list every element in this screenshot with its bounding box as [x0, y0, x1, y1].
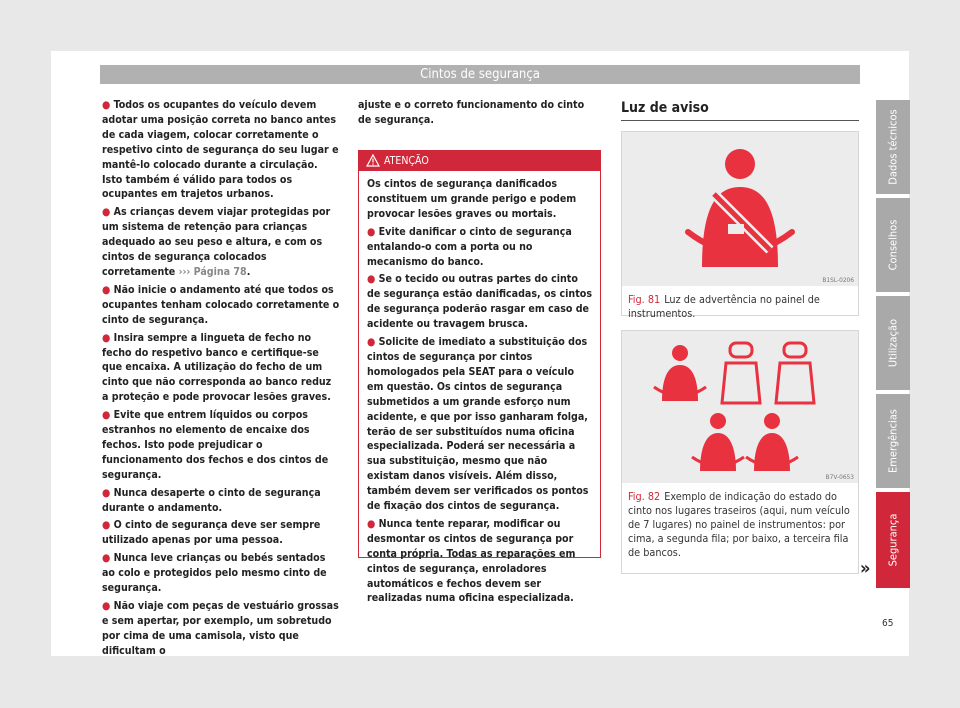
- warning-title: ATENÇÃO: [384, 155, 429, 167]
- list-item: ● Nunca leve crianças ou bebés sentados ao colo e protegidos pelo mesmo cinto de segurança.: [102, 552, 327, 595]
- figure-caption: Fig. 82 Exemplo de indicação do estado do cinto nos lugares traseiros (aqui, num veículo de 7 lugares) no painel de instrumentos: por cima, a segunda fila; por baixo, a terceira fila de bancos.: [628, 490, 850, 559]
- section-title: Luz de aviso: [621, 100, 709, 116]
- tab-dados-tecnicos[interactable]: Dados técnicos: [876, 100, 910, 194]
- tab-utilizacao[interactable]: Utilização: [876, 296, 910, 390]
- list-item: ● Não inicie o andamento até que todos os ocupantes tenham colocado corretamente o cinto de segurança.: [102, 283, 340, 326]
- list-item: ● Evite que entrem líquidos ou corpos estranhos no elemento de encaixe dos fechos. Isto pode prejudicar o funcionamento dos fechos e dos cintos de segurança.: [102, 409, 329, 481]
- list-item: ● Não viaje com peças de vestuário grossas e sem apertar, por exemplo, um sobretudo por cima de uma camisola, visto que dificultam o: [102, 600, 339, 657]
- list-item: ● Nunca tente reparar, modificar ou desmontar os cintos de segurança por conta própria. Todas as reparações em cintos de segurança, enroladores automáticos e fechos devem ser realizadas numa oficina especializada.: [367, 517, 576, 605]
- list-item: ● Solicite de imediato a substituição dos cintos de segurança por cintos homologados pela SEAT para o veículo em questão. Os cintos de segurança submetidos a um grande esforço num acidente, e que por isso ganharam folga, terão de ser substituídos numa oficina especializada. Poderá ser necessária a sua substituição, mesmo que não existam danos visíveis. Além disso, também devem ser verificados os pontos de fixação dos cintos de segurança.: [367, 336, 589, 513]
- list-item: ● Todos os ocupantes do veículo devem adotar uma posição correta no banco antes de cada viagem, colocar corretamente o respetivo cinto de segurança do seu lugar e mantê-lo colocado durante a circulação. Isto também é válido para todos os ocupantes em trajetos urbanos.: [102, 99, 339, 201]
- page-number: 65: [882, 618, 894, 629]
- seat-belt-status-icons: [622, 331, 858, 483]
- warning-triangle-icon: [366, 154, 380, 167]
- figure-caption: Fig. 81 Luz de advertência no painel de instrumentos.: [628, 293, 820, 320]
- list-item: ● Se o tecido ou outras partes do cinto de segurança estão danificadas, os cintos de segurança poderão rasgar em caso de acidente ou travagem brusca.: [367, 273, 592, 331]
- figure-code: B1SL-0206: [822, 276, 854, 284]
- column-2-continuation: ajuste e o correto funcionamento do cinto de segurança.: [358, 99, 585, 126]
- list-item: ● O cinto de segurança deve ser sempre utilizado apenas por uma pessoa.: [102, 519, 321, 547]
- figure-81: [621, 131, 859, 320]
- figure-82-image: [622, 331, 858, 483]
- figure-81-image: [622, 132, 858, 286]
- page-header: Cintos de segurança: [100, 65, 860, 84]
- figure-code: B7V-0653: [825, 473, 854, 481]
- section-divider: [621, 120, 859, 121]
- figure-82: [621, 330, 859, 574]
- warning-box: [358, 150, 601, 605]
- tab-emergencias[interactable]: Emergências: [876, 394, 910, 488]
- list-item: ● Evite danificar o cinto de segurança entalando-o com a porta ou no mecanismo do banco.: [367, 225, 572, 268]
- warning-header: [359, 151, 600, 171]
- seatbelt-warning-icon: [622, 132, 858, 286]
- continue-mark: »: [860, 558, 871, 579]
- belted-person-icon: [654, 345, 706, 401]
- page-link[interactable]: ››› Página 78: [178, 265, 247, 278]
- column-1: [102, 98, 340, 662]
- tab-conselhos[interactable]: Conselhos: [876, 198, 910, 292]
- list-item: ● As crianças devem viajar protegidas por um sistema de retenção para crianças adequado ao seu peso e altura, e com os cintos de segurança colocados corretamente ››› Página 78.: [102, 206, 331, 278]
- tab-seguranca[interactable]: Segurança: [876, 492, 910, 588]
- empty-seat-icon: [722, 343, 814, 403]
- list-item: ● Nunca desaperte o cinto de segurança durante o andamento.: [102, 486, 321, 514]
- warning-intro: Os cintos de segurança danificados constituem um grande perigo e podem provocar lesões graves ou mortais.: [367, 178, 577, 220]
- warning-body: [359, 171, 600, 606]
- list-item: ● Insira sempre a lingueta de fecho no fecho do respetivo banco e certifique-se que encaixa. A utilização do fecho de um cinto que não corresponda ao banco reduz a proteção e pode provocar lesões graves.: [102, 331, 332, 404]
